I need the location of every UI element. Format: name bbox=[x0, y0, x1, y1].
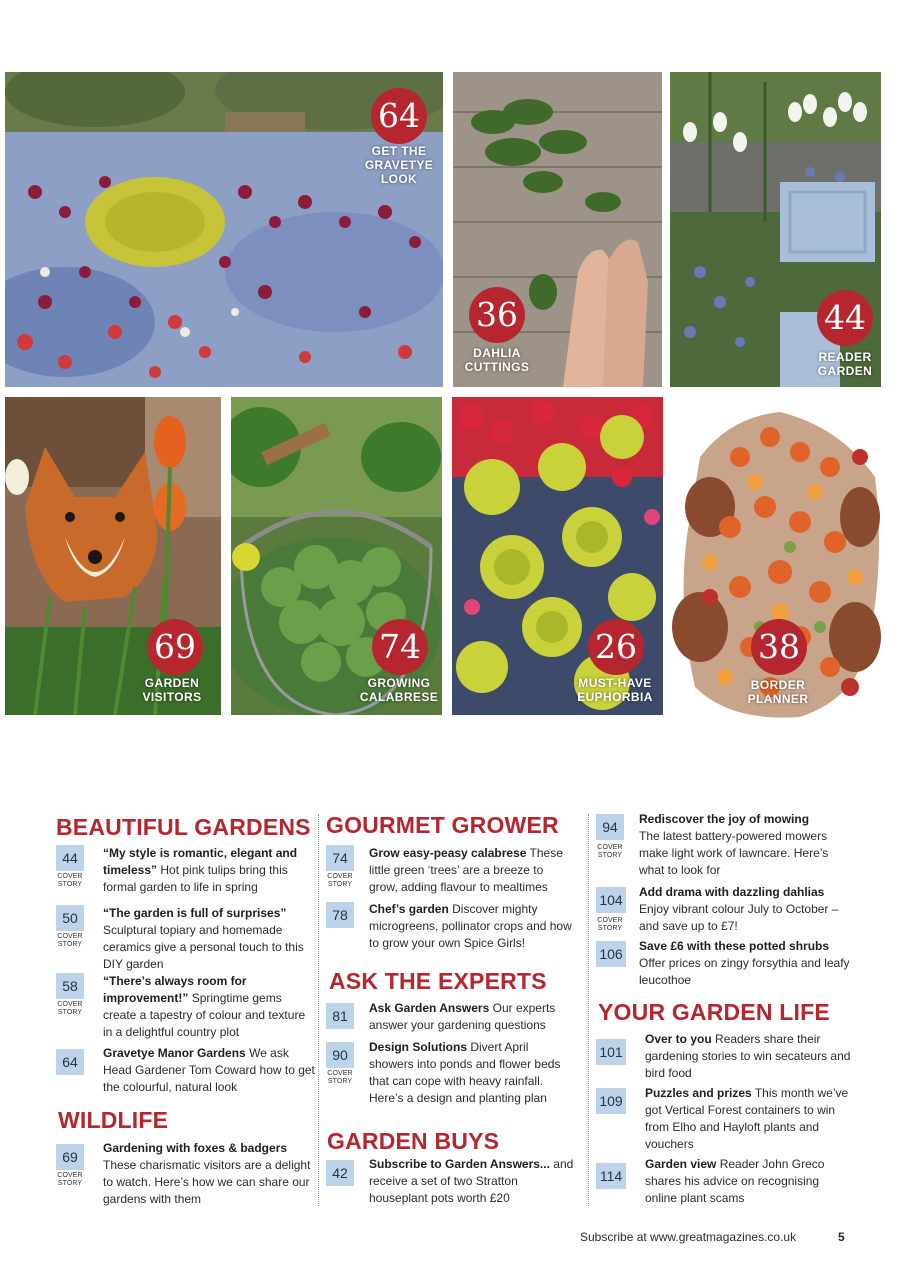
entry-description: Readers share their gardening stories to win secateurs and bird food bbox=[645, 1032, 851, 1080]
page-number: 90 bbox=[326, 1042, 354, 1068]
photo-garden-visitors bbox=[5, 397, 221, 715]
entry-description: We ask Head Gardener Tom Coward how to get the colourful, natural look bbox=[103, 1046, 315, 1094]
cover-story-label: COVER STORY bbox=[57, 873, 83, 888]
entry-heading: Add drama with dazzling dahlias bbox=[639, 885, 825, 899]
entry-heading: Over to you bbox=[645, 1032, 712, 1046]
entry-text bbox=[639, 938, 854, 989]
entry-heading: Grow easy-peasy calabrese bbox=[369, 846, 527, 860]
entry-heading: Garden view bbox=[645, 1157, 717, 1171]
photo-caption: MUST-HAVE EUPHORBIA bbox=[577, 676, 653, 704]
page-badge: 36 bbox=[469, 287, 525, 343]
entry-heading: Ask Garden Answers bbox=[369, 1001, 490, 1015]
entry-text bbox=[645, 1156, 853, 1207]
entry-heading: Subscribe to Garden Answers... bbox=[369, 1157, 550, 1171]
page-badge: 44 bbox=[817, 290, 873, 346]
subscribe-footer: Subscribe at www.greatmagazines.co.uk bbox=[580, 1230, 797, 1244]
entry-description: These charismatic visitors are a delight to watch. Here’s how we can share our gardens with them bbox=[103, 1158, 311, 1206]
photo-caption: READER GARDEN bbox=[817, 350, 873, 378]
photo-caption: DAHLIA CUTTINGS bbox=[464, 346, 530, 374]
entry-description: Reader John Greco shares his advice on recognising online plant scams bbox=[645, 1157, 825, 1205]
page-badge: 69 bbox=[147, 619, 203, 675]
entry-text bbox=[369, 1039, 574, 1107]
page-badge: 74 bbox=[372, 619, 428, 675]
entry-description: and receive a set of two Stratton houseplant pots worth £20 bbox=[369, 1157, 574, 1205]
page-number: 78 bbox=[326, 902, 354, 928]
column-divider bbox=[318, 814, 319, 1206]
photo-dahlia-cuttings bbox=[453, 72, 662, 387]
cover-story-label: COVER STORY bbox=[327, 1070, 353, 1085]
entry-text bbox=[103, 845, 315, 896]
page-number: 69 bbox=[56, 1144, 84, 1170]
entry-description: Springtime gems create a tapestry of colour and texture in a delightful country plot bbox=[103, 991, 306, 1039]
entry-description: Divert April showers into ponds and flower beds that can cope with heavy rainfall. Here’s a design and planting plan bbox=[369, 1040, 561, 1105]
page-number: 94 bbox=[596, 814, 624, 840]
page-number: 74 bbox=[326, 845, 354, 871]
page-number: 104 bbox=[596, 887, 626, 913]
entry-description: Our experts answer your gardening questions bbox=[369, 1001, 556, 1032]
photo-caption: BORDER PLANNER bbox=[747, 678, 809, 706]
photo-caption: GARDEN VISITORS bbox=[142, 676, 202, 704]
entry-description: Discover mighty microgreens, pollinator crops and how to grow your own Spice Girls! bbox=[369, 902, 572, 950]
entry-heading: Design Solutions bbox=[369, 1040, 468, 1054]
entry-description: Offer prices on zingy forsythia and leafy leucothoe bbox=[639, 956, 850, 987]
photo-gravetye-garden bbox=[5, 72, 443, 387]
section-title-gourmet-grower: GOURMET GROWER bbox=[326, 812, 559, 838]
entry-heading: “There’s always room for improvement!” bbox=[103, 974, 247, 1005]
entry-text bbox=[103, 905, 315, 973]
page-number: 114 bbox=[596, 1163, 626, 1189]
page-number: 42 bbox=[326, 1160, 354, 1186]
column-divider bbox=[588, 814, 589, 1206]
page-number: 109 bbox=[596, 1088, 626, 1114]
photo-caption: GET THE GRAVETYE LOOK bbox=[364, 144, 434, 186]
section-title-your-garden-life: YOUR GARDEN LIFE bbox=[598, 999, 830, 1025]
cover-story-label: COVER STORY bbox=[57, 1172, 83, 1187]
entry-heading: “My style is romantic, elegant and timeless” bbox=[103, 846, 298, 877]
page-number: 50 bbox=[56, 905, 84, 931]
entry-text bbox=[369, 1000, 574, 1034]
entry-text bbox=[639, 811, 854, 879]
entry-description: The latest battery-powered mowers make light work of lawncare. Here’s what to look for bbox=[639, 829, 829, 877]
entry-heading: Save £6 with these potted shrubs bbox=[639, 939, 830, 953]
page-badge: 38 bbox=[751, 619, 807, 675]
entry-text bbox=[369, 845, 574, 896]
entry-text bbox=[103, 973, 315, 1041]
page-number: 64 bbox=[56, 1049, 84, 1075]
page-number: 101 bbox=[596, 1039, 626, 1065]
section-title-garden-buys: GARDEN BUYS bbox=[327, 1128, 500, 1154]
entry-text bbox=[639, 884, 854, 935]
cover-story-label: COVER STORY bbox=[57, 933, 83, 948]
page-number: 106 bbox=[596, 941, 626, 967]
entry-description: This month we’ve got Vertical Forest containers to win from Elho and Hayloft plants and vouchers bbox=[645, 1086, 849, 1151]
entry-text bbox=[645, 1031, 853, 1082]
photo-growing-calabrese bbox=[231, 397, 442, 715]
entry-heading: Gravetye Manor Gardens bbox=[103, 1046, 246, 1060]
entry-heading: “The garden is full of surprises” bbox=[103, 906, 287, 920]
entry-text bbox=[645, 1085, 853, 1153]
entry-description: Hot pink tulips bring this formal garden to life in spring bbox=[103, 863, 288, 894]
page-badge: 64 bbox=[371, 88, 427, 144]
entry-heading: Chef’s garden bbox=[369, 902, 449, 916]
entry-text bbox=[369, 901, 574, 952]
entry-text bbox=[103, 1140, 315, 1208]
page-number: 81 bbox=[326, 1003, 354, 1029]
page-number: 44 bbox=[56, 845, 84, 871]
section-title-beautiful-gardens: BEAUTIFUL GARDENS bbox=[56, 814, 311, 840]
entry-heading: Rediscover the joy of mowing bbox=[639, 812, 810, 826]
entry-heading: Gardening with foxes & badgers bbox=[103, 1141, 288, 1155]
entry-text bbox=[103, 1045, 315, 1096]
page-number: 58 bbox=[56, 973, 84, 999]
section-title-wildlife: WILDLIFE bbox=[58, 1107, 169, 1133]
entry-heading: Puzzles and prizes bbox=[645, 1086, 752, 1100]
photo-caption: GROWING CALABRESE bbox=[359, 676, 439, 704]
photo-border-planner bbox=[670, 397, 888, 732]
section-title-ask-the-experts: ASK THE EXPERTS bbox=[329, 968, 547, 994]
cover-story-label: COVER STORY bbox=[327, 873, 353, 888]
cover-story-label: COVER STORY bbox=[597, 844, 623, 859]
entry-description: These little green ‘trees’ are a breeze to grow, adding flavour to mealtimes bbox=[369, 846, 563, 894]
entry-description: Enjoy vibrant colour July to October – and save up to £7! bbox=[639, 902, 839, 933]
photo-reader-garden bbox=[670, 72, 881, 387]
page-badge: 26 bbox=[588, 619, 644, 675]
entry-description: Sculptural topiary and homemade ceramics give a personal touch to this DIY garden bbox=[103, 923, 304, 971]
entry-text bbox=[369, 1156, 574, 1207]
cover-story-label: COVER STORY bbox=[57, 1001, 83, 1016]
page-number-footer: 5 bbox=[838, 1230, 845, 1244]
photo-must-have-euphorbia bbox=[452, 397, 663, 715]
cover-story-label: COVER STORY bbox=[597, 917, 623, 932]
